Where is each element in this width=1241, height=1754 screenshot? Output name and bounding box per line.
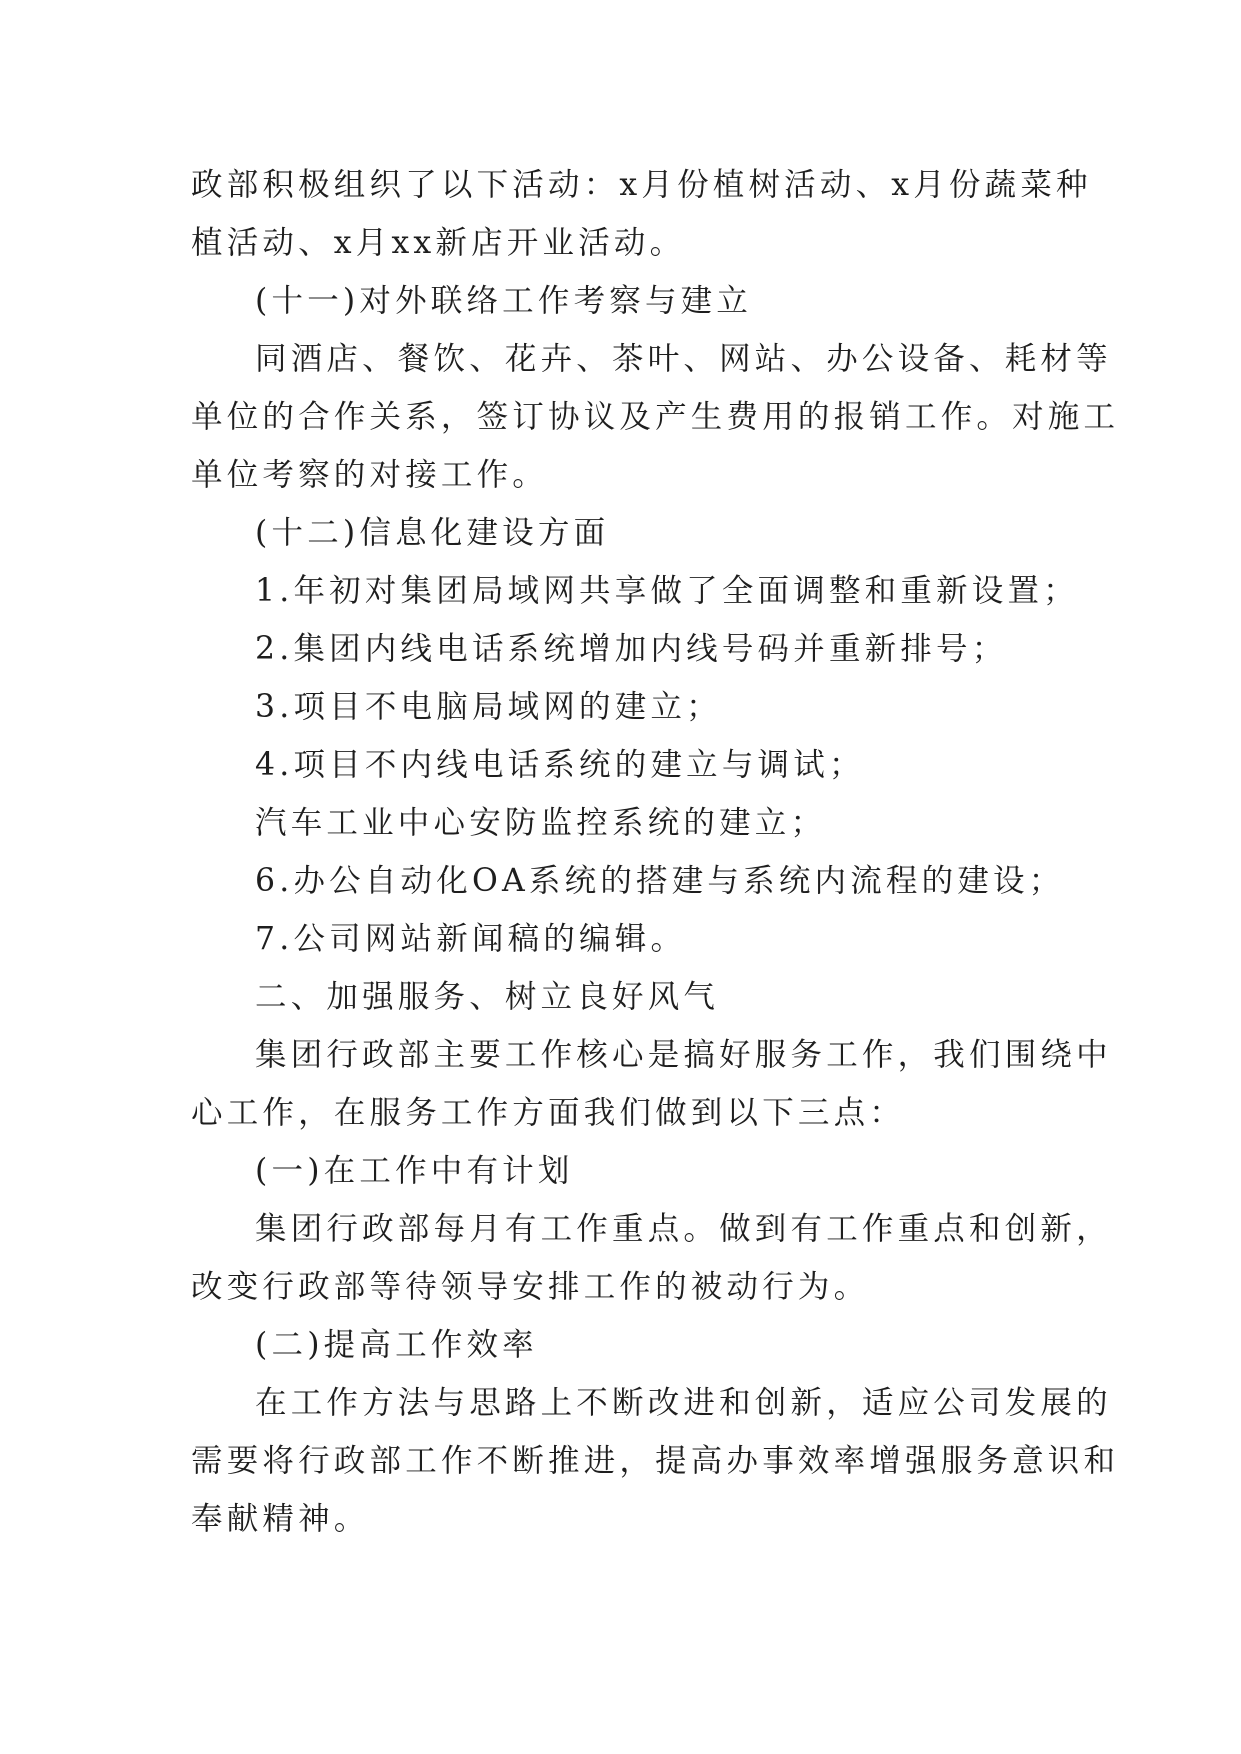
list-item-3: 3.项目不电脑局域网的建立； bbox=[255, 689, 722, 725]
text-line-6: 单位考察的对接工作。 bbox=[191, 457, 549, 493]
section-heading-2: 二、加强服务、树立良好风气 bbox=[255, 979, 720, 1015]
text-line-22: 在工作方法与思路上不断改进和创新，适应公司发展的 bbox=[255, 1385, 1112, 1421]
list-item-7: 7.公司网站新闻稿的编辑。 bbox=[255, 921, 687, 957]
text-line-23: 需要将行政部工作不断推进，提高办事效率增强服务意识和 bbox=[191, 1443, 1120, 1479]
text-line-17: 心工作，在服务工作方面我们做到以下三点： bbox=[191, 1095, 906, 1131]
text-line-16: 集团行政部主要工作核心是搞好服务工作，我们围绕中 bbox=[255, 1037, 1112, 1073]
list-item-1: 1.年初对集团局域网共享做了全面调整和重新设置； bbox=[255, 573, 1079, 609]
text-line-4: 同酒店、餐饮、花卉、茶叶、网站、办公设备、耗材等 bbox=[255, 341, 1112, 377]
subsection-heading-1: (一)在工作中有计划 bbox=[255, 1153, 574, 1189]
text-line-5: 单位的合作关系，签订协议及产生费用的报销工作。对施工 bbox=[191, 399, 1120, 435]
section-heading-11: (十一)对外联络工作考察与建立 bbox=[255, 283, 753, 319]
subsection-heading-2: (二)提高工作效率 bbox=[255, 1327, 538, 1363]
list-item-6: 6.办公自动化OA系统的搭建与系统内流程的建设； bbox=[255, 863, 1065, 899]
document-body bbox=[191, 156, 1120, 1548]
text-line-20: 改变行政部等待领导安排工作的被动行为。 bbox=[191, 1269, 870, 1305]
text-line-2: 植活动、x月xx新店开业活动。 bbox=[191, 225, 686, 261]
list-item-2: 2.集团内线电话系统增加内线号码并重新排号； bbox=[255, 631, 1008, 667]
section-heading-12: (十二)信息化建设方面 bbox=[255, 515, 610, 551]
text-line-24: 奉献精神。 bbox=[191, 1501, 370, 1537]
text-line-1: 政部积极组织了以下活动：x月份植树活动、x月份蔬菜种 bbox=[191, 167, 1092, 203]
list-item-5: 汽车工业中心安防监控系统的建立； bbox=[255, 805, 827, 841]
list-item-4: 4.项目不内线电话系统的建立与调试； bbox=[255, 747, 865, 783]
text-line-19: 集团行政部每月有工作重点。做到有工作重点和创新， bbox=[255, 1211, 1112, 1247]
